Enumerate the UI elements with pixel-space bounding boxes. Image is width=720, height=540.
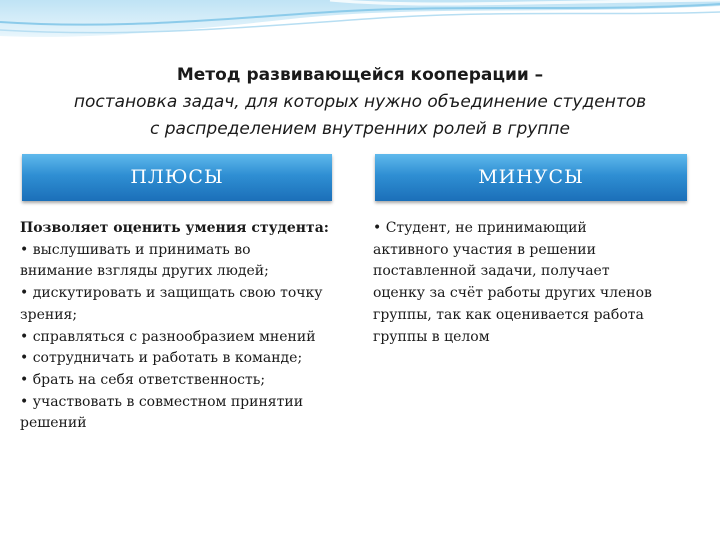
pros-column	[20, 218, 360, 435]
cons-header: МИНУСЫ	[375, 154, 687, 201]
title-line-3: с распределением внутренних ролей в группе	[149, 119, 570, 139]
headers-row	[22, 154, 687, 204]
decorative-wave-band	[0, 0, 720, 60]
pros-item: • выслушивать и принимать во	[20, 241, 251, 258]
cons-item: • Студент, не принимающий	[373, 220, 587, 236]
pros-item: • дискутировать и защищать свою точку	[20, 285, 323, 302]
title-bold-line: Метод развивающейся кооперации –	[176, 65, 544, 85]
pros-lead: Позволяет оценить умения студента:	[20, 220, 329, 236]
cons-column	[373, 218, 693, 348]
pros-item: • брать на себя ответственность;	[20, 371, 266, 388]
pros-item: • справляться с разнообразием мнений	[20, 328, 316, 345]
title-line-2: постановка задач, для которых нужно объединение студентов	[73, 92, 647, 112]
cons-item: группы, так как оценивается работа	[373, 306, 644, 323]
pros-item: внимание взгляды других людей;	[20, 263, 269, 280]
pros-header: ПЛЮСЫ	[22, 154, 332, 201]
cons-item: группы в целом	[373, 328, 490, 345]
pros-item: • участвовать в совместном принятии	[20, 393, 304, 410]
pros-item: • сотрудничать и работать в команде;	[20, 350, 303, 367]
pros-item: решений	[20, 415, 87, 432]
slide-title	[10, 62, 710, 143]
pros-item: зрения;	[20, 306, 78, 323]
cons-item: поставленной задачи, получает	[373, 263, 610, 280]
cons-item: оценку за счёт работы других членов	[373, 285, 652, 302]
cons-item: активного участия в решении	[373, 241, 596, 258]
